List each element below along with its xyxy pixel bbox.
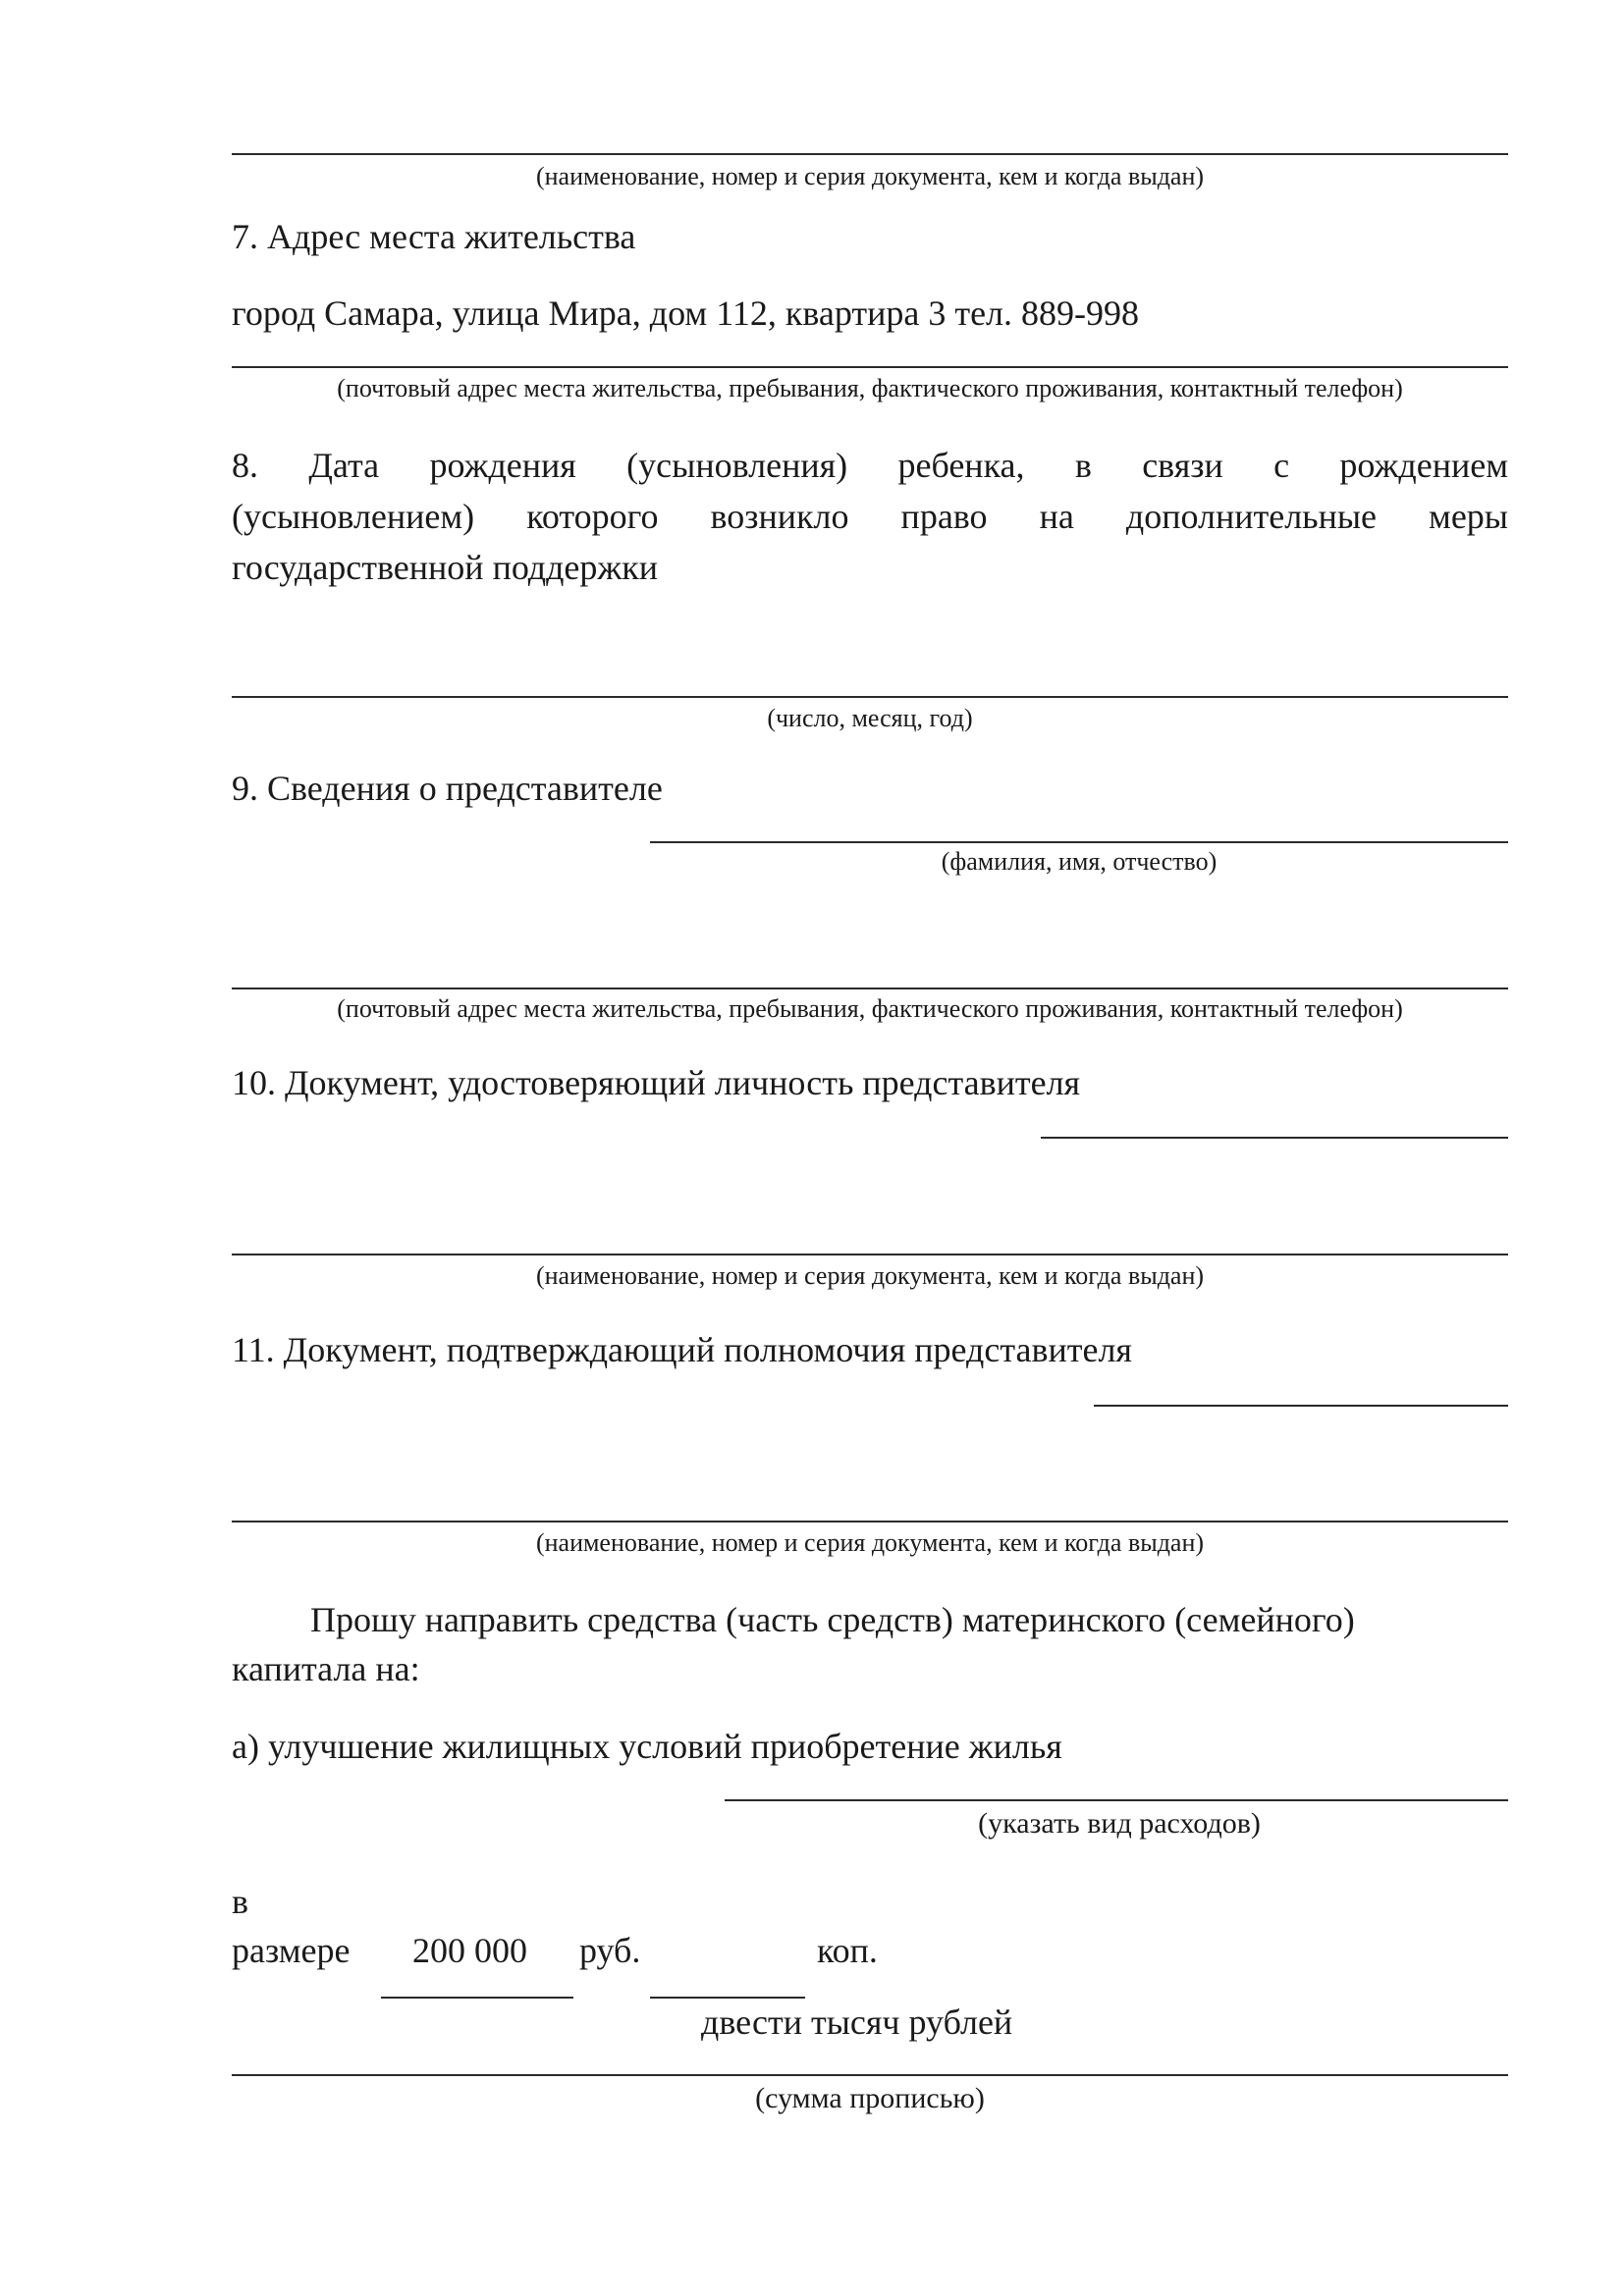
amount-words-line [232,2074,1508,2076]
birth-date-line [232,696,1508,698]
birth-date-caption: (число, месяц, год) [767,704,973,732]
address-line [232,366,1508,368]
doc-issued-caption-2: (наименование, номер и серия документа, кем и когда выдан) [535,1261,1205,1290]
request-line-2: капитала на: [232,1649,420,1688]
request-item-a: а) улучшение жилищных условий приобретение жилья [232,1727,1062,1766]
doc-issued-caption-1: (наименование, номер и серия документа, кем и когда выдан) [535,162,1205,190]
section-8-line-2: (усыновлением) которого возникло право на дополнительные меры [232,497,1508,536]
full-name-caption: (фамилия, имя, отчество) [941,847,1218,876]
expense-type-caption: (указать вид расходов) [978,1807,1261,1840]
doc-issued-caption-3: (наименование, номер и серия документа, кем и когда выдан) [535,1528,1205,1557]
amount-words-value: двести тысяч рублей [701,2002,1013,2042]
section-9-heading: 9. Сведения о представителе [232,769,663,808]
doc-issued-line-3 [232,1521,1508,1522]
section-10-heading: 10. Документ, удостоверяющий личность представителя [232,1063,1081,1102]
postal-address-caption-1: (почтовый адрес места жительства, пребывания, фактического проживания, контактный телефон) [337,374,1403,402]
section-8-line-3: государственной поддержки [232,548,659,587]
section-10-short-line [1041,1137,1508,1139]
representative-address-line [232,988,1508,989]
rubles-line [381,1997,573,1999]
section-7-heading: 7. Адрес места жительства [232,217,636,256]
full-name-line [650,841,1508,843]
postal-address-caption-2: (почтовый адрес места жительства, пребывания, фактического проживания, контактный телефон) [337,994,1403,1023]
preposition-v: в [232,1882,248,1921]
request-line-1: Прошу направить средства (часть средств) материнского (семейного) [310,1600,1355,1639]
amount-words-caption: (сумма прописью) [755,2082,985,2114]
doc-issued-line-2 [232,1254,1508,1255]
rub-label: руб. [579,1931,641,1970]
expense-type-line [725,1799,1508,1801]
section-8-line-1: 8. Дата рождения (усыновления) ребенка, в связи с рождением [232,446,1508,485]
section-11-heading: 11. Документ, подтверждающий полномочия представителя [232,1330,1132,1369]
doc-issued-line-1 [232,153,1508,155]
rubles-value: 200 000 [412,1931,527,1970]
section-11-short-line [1094,1405,1508,1407]
address-value: город Самара, улица Мира, дом 112, квартира 3 тел. 889-998 [232,294,1140,333]
amount-razmere-label: размере [232,1931,351,1970]
kop-label: коп. [817,1931,878,1970]
